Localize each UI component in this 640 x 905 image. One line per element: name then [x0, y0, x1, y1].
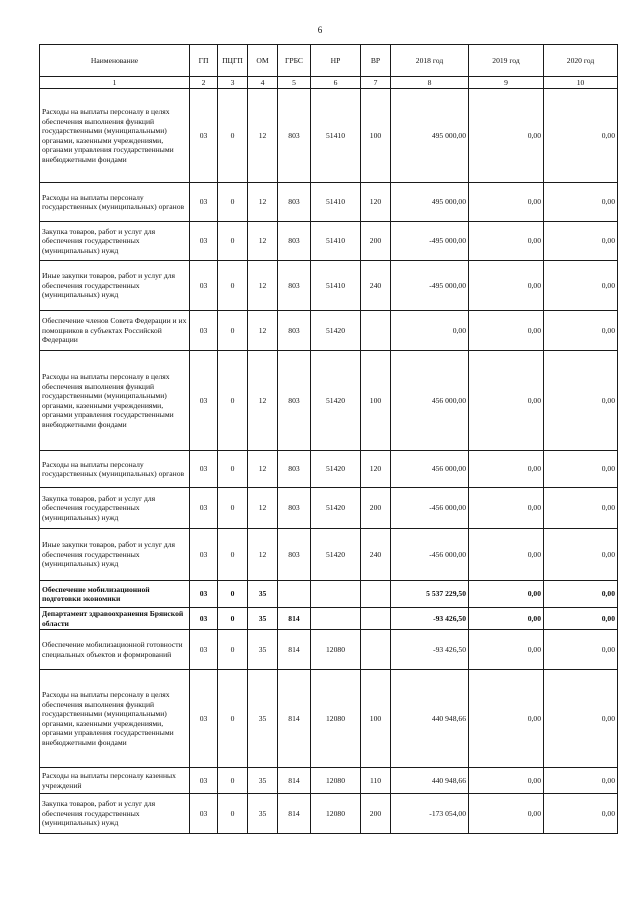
cell-vr: 100	[361, 670, 391, 768]
cell-om: 35	[248, 608, 278, 630]
cell-2019: 0,00	[469, 351, 544, 451]
cell-2018: 440 948,66	[391, 670, 469, 768]
column-number: 7	[361, 77, 391, 89]
cell-grbs: 814	[278, 670, 311, 768]
cell-2018: -495 000,00	[391, 261, 469, 311]
cell-om: 12	[248, 351, 278, 451]
cell-2019: 0,00	[469, 581, 544, 608]
cell-gp: 03	[190, 608, 218, 630]
cell-pcgp: 0	[218, 529, 248, 581]
cell-gp: 03	[190, 794, 218, 834]
cell-om: 12	[248, 451, 278, 488]
cell-name: Обеспечение мобилизационной подготовки экономики	[40, 581, 190, 608]
header-row	[40, 45, 618, 77]
column-header-2019: 2019 год	[469, 45, 544, 77]
cell-2020: 0,00	[544, 183, 618, 222]
cell-grbs: 803	[278, 183, 311, 222]
cell-2020: 0,00	[544, 89, 618, 183]
cell-pcgp: 0	[218, 670, 248, 768]
cell-name: Расходы на выплаты персоналу в целях обеспечения выполнения функций государственными (муниципальными) органами, казенными учреждениями, органами управления государственными внебюджетными фондами	[40, 89, 190, 183]
cell-2020: 0,00	[544, 451, 618, 488]
cell-2019: 0,00	[469, 630, 544, 670]
cell-name: Закупка товаров, работ и услуг для обеспечения государственных (муниципальных) нужд	[40, 488, 190, 529]
table-row	[40, 794, 618, 834]
cell-om: 35	[248, 581, 278, 608]
table-row	[40, 351, 618, 451]
cell-pcgp: 0	[218, 183, 248, 222]
table-row	[40, 581, 618, 608]
cell-om: 12	[248, 311, 278, 351]
cell-pcgp: 0	[218, 89, 248, 183]
cell-nr: 51410	[311, 183, 361, 222]
cell-2018: 0,00	[391, 311, 469, 351]
cell-grbs: 803	[278, 351, 311, 451]
cell-vr: 100	[361, 351, 391, 451]
cell-pcgp: 0	[218, 608, 248, 630]
cell-2019: 0,00	[469, 768, 544, 794]
cell-2018: -173 054,00	[391, 794, 469, 834]
cell-pcgp: 0	[218, 630, 248, 670]
cell-gp: 03	[190, 311, 218, 351]
cell-grbs: 803	[278, 451, 311, 488]
cell-pcgp: 0	[218, 451, 248, 488]
cell-nr: 12080	[311, 768, 361, 794]
table-row	[40, 630, 618, 670]
cell-2020: 0,00	[544, 351, 618, 451]
cell-vr: 240	[361, 261, 391, 311]
cell-grbs: 803	[278, 311, 311, 351]
cell-grbs: 803	[278, 529, 311, 581]
cell-2020: 0,00	[544, 794, 618, 834]
cell-2018: 456 000,00	[391, 351, 469, 451]
column-header-om: ОМ	[248, 45, 278, 77]
cell-vr: 120	[361, 183, 391, 222]
cell-pcgp: 0	[218, 794, 248, 834]
cell-nr: 51420	[311, 351, 361, 451]
cell-grbs: 814	[278, 608, 311, 630]
cell-om: 35	[248, 794, 278, 834]
cell-nr: 51410	[311, 261, 361, 311]
cell-2020: 0,00	[544, 670, 618, 768]
column-number: 5	[278, 77, 311, 89]
cell-2020: 0,00	[544, 581, 618, 608]
cell-name: Обеспечение мобилизационной готовности специальных объектов и формирований	[40, 630, 190, 670]
cell-nr: 51420	[311, 451, 361, 488]
cell-name: Расходы на выплаты персоналу в целях обеспечения выполнения функций государственными (муниципальными) органами, казенными учреждениями, органами управления государственными внебюджетными фондами	[40, 351, 190, 451]
table-row	[40, 89, 618, 183]
cell-2020: 0,00	[544, 261, 618, 311]
cell-nr: 51420	[311, 311, 361, 351]
cell-nr: 51410	[311, 222, 361, 261]
cell-om: 12	[248, 183, 278, 222]
cell-grbs	[278, 581, 311, 608]
cell-nr: 12080	[311, 794, 361, 834]
column-number: 3	[218, 77, 248, 89]
cell-2018: 5 537 229,50	[391, 581, 469, 608]
cell-2019: 0,00	[469, 222, 544, 261]
cell-vr: 100	[361, 89, 391, 183]
cell-gp: 03	[190, 89, 218, 183]
cell-name: Департамент здравоохранения Брянской области	[40, 608, 190, 630]
cell-om: 35	[248, 768, 278, 794]
cell-om: 12	[248, 488, 278, 529]
cell-pcgp: 0	[218, 222, 248, 261]
cell-vr	[361, 581, 391, 608]
cell-name: Обеспечение членов Совета Федерации и их помощников в субъектах Российской Федерации	[40, 311, 190, 351]
budget-table	[39, 44, 618, 834]
cell-2020: 0,00	[544, 630, 618, 670]
column-number-row	[40, 77, 618, 89]
cell-2018: 440 948,66	[391, 768, 469, 794]
cell-gp: 03	[190, 261, 218, 311]
cell-2018: -495 000,00	[391, 222, 469, 261]
cell-2018: 495 000,00	[391, 89, 469, 183]
cell-2020: 0,00	[544, 608, 618, 630]
cell-vr: 120	[361, 451, 391, 488]
cell-grbs: 814	[278, 630, 311, 670]
cell-vr	[361, 608, 391, 630]
column-number: 1	[40, 77, 190, 89]
cell-grbs: 803	[278, 488, 311, 529]
cell-2020: 0,00	[544, 529, 618, 581]
cell-2020: 0,00	[544, 768, 618, 794]
column-header-2018: 2018 год	[391, 45, 469, 77]
cell-name: Расходы на выплаты персоналу казенных учреждений	[40, 768, 190, 794]
column-number: 6	[311, 77, 361, 89]
cell-2019: 0,00	[469, 183, 544, 222]
cell-vr: 200	[361, 488, 391, 529]
cell-2019: 0,00	[469, 608, 544, 630]
cell-2020: 0,00	[544, 222, 618, 261]
column-header-grbs: ГРБС	[278, 45, 311, 77]
cell-nr	[311, 581, 361, 608]
table-row	[40, 261, 618, 311]
cell-2018: -456 000,00	[391, 488, 469, 529]
column-number: 4	[248, 77, 278, 89]
cell-grbs: 803	[278, 89, 311, 183]
cell-name: Расходы на выплаты персоналу государственных (муниципальных) органов	[40, 183, 190, 222]
table-row	[40, 183, 618, 222]
cell-2019: 0,00	[469, 529, 544, 581]
cell-gp: 03	[190, 183, 218, 222]
cell-nr: 51410	[311, 89, 361, 183]
page-number: 6	[317, 25, 323, 35]
cell-2018: 456 000,00	[391, 451, 469, 488]
cell-2019: 0,00	[469, 311, 544, 351]
cell-grbs: 803	[278, 222, 311, 261]
cell-name: Иные закупки товаров, работ и услуг для обеспечения государственных (муниципальных) нужд	[40, 529, 190, 581]
cell-gp: 03	[190, 222, 218, 261]
cell-om: 12	[248, 529, 278, 581]
cell-gp: 03	[190, 581, 218, 608]
table-row	[40, 311, 618, 351]
cell-pcgp: 0	[218, 351, 248, 451]
column-number: 10	[544, 77, 618, 89]
table-row	[40, 608, 618, 630]
cell-gp: 03	[190, 351, 218, 451]
cell-gp: 03	[190, 670, 218, 768]
cell-grbs: 814	[278, 768, 311, 794]
cell-name: Расходы на выплаты персоналу в целях обеспечения выполнения функций государственными (муниципальными) органами, казенными учреждениями, органами управления государственными внебюджетными фондами	[40, 670, 190, 768]
table-row	[40, 529, 618, 581]
cell-nr: 12080	[311, 670, 361, 768]
cell-2019: 0,00	[469, 488, 544, 529]
cell-2019: 0,00	[469, 794, 544, 834]
cell-grbs: 814	[278, 794, 311, 834]
cell-2019: 0,00	[469, 670, 544, 768]
column-number: 8	[391, 77, 469, 89]
cell-om: 12	[248, 89, 278, 183]
cell-om: 12	[248, 261, 278, 311]
cell-vr: 200	[361, 222, 391, 261]
cell-pcgp: 0	[218, 261, 248, 311]
cell-2020: 0,00	[544, 488, 618, 529]
column-number: 2	[190, 77, 218, 89]
cell-2018: 495 000,00	[391, 183, 469, 222]
cell-name: Расходы на выплаты персоналу государственных (муниципальных) органов	[40, 451, 190, 488]
cell-vr: 110	[361, 768, 391, 794]
cell-name: Иные закупки товаров, работ и услуг для обеспечения государственных (муниципальных) нужд	[40, 261, 190, 311]
column-header-vr: ВР	[361, 45, 391, 77]
table-row	[40, 451, 618, 488]
cell-2019: 0,00	[469, 89, 544, 183]
cell-nr: 51420	[311, 488, 361, 529]
cell-gp: 03	[190, 529, 218, 581]
column-number: 9	[469, 77, 544, 89]
cell-gp: 03	[190, 451, 218, 488]
cell-vr	[361, 630, 391, 670]
cell-2020: 0,00	[544, 311, 618, 351]
cell-pcgp: 0	[218, 488, 248, 529]
cell-2019: 0,00	[469, 451, 544, 488]
cell-2018: -93 426,50	[391, 608, 469, 630]
cell-vr: 200	[361, 794, 391, 834]
cell-om: 12	[248, 222, 278, 261]
column-header-pcgp: ПЦГП	[218, 45, 248, 77]
cell-2018: -456 000,00	[391, 529, 469, 581]
cell-nr	[311, 608, 361, 630]
table-row	[40, 488, 618, 529]
column-header-2020: 2020 год	[544, 45, 618, 77]
table-row	[40, 768, 618, 794]
cell-2019: 0,00	[469, 261, 544, 311]
column-header-gp: ГП	[190, 45, 218, 77]
cell-om: 35	[248, 670, 278, 768]
cell-pcgp: 0	[218, 311, 248, 351]
table-row	[40, 222, 618, 261]
cell-vr	[361, 311, 391, 351]
cell-name: Закупка товаров, работ и услуг для обеспечения государственных (муниципальных) нужд	[40, 222, 190, 261]
column-header-name: Наименование	[40, 45, 190, 77]
cell-grbs: 803	[278, 261, 311, 311]
cell-gp: 03	[190, 488, 218, 529]
cell-gp: 03	[190, 768, 218, 794]
column-header-nr: НР	[311, 45, 361, 77]
cell-pcgp: 0	[218, 581, 248, 608]
cell-pcgp: 0	[218, 768, 248, 794]
cell-gp: 03	[190, 630, 218, 670]
table-row	[40, 670, 618, 768]
table-body	[40, 89, 618, 834]
cell-nr: 12080	[311, 630, 361, 670]
cell-om: 35	[248, 630, 278, 670]
cell-name: Закупка товаров, работ и услуг для обеспечения государственных (муниципальных) нужд	[40, 794, 190, 834]
cell-nr: 51420	[311, 529, 361, 581]
cell-2018: -93 426,50	[391, 630, 469, 670]
cell-vr: 240	[361, 529, 391, 581]
